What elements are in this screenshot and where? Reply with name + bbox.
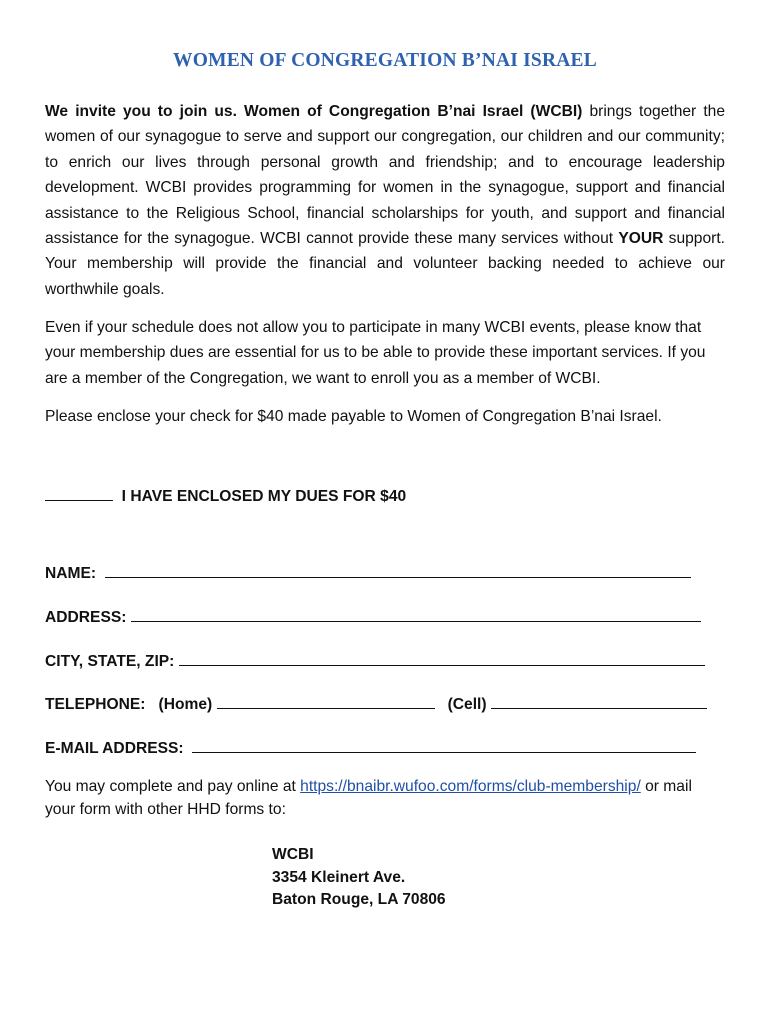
- address-row: [45, 605, 701, 627]
- intro-text-2: support. Your membership will provide the financial and volunteer backing needed to achieve our worthwhile goals.: [45, 230, 725, 298]
- online-text-before: You may complete and pay online at: [45, 778, 301, 795]
- mailing-address-name: WCBI: [272, 846, 314, 863]
- online-text-after: or mail your form with other HHD forms to:: [45, 778, 692, 818]
- city-state-zip-field[interactable]: [179, 649, 705, 666]
- mailing-address-city: Baton Rouge, LA 70806: [272, 891, 446, 908]
- cell-phone-field[interactable]: [491, 692, 707, 709]
- home-label: (Home): [158, 696, 213, 713]
- intro-paragraph: [45, 99, 725, 302]
- cell-label: (Cell): [447, 696, 487, 713]
- telephone-label: TELEPHONE:: [45, 696, 146, 713]
- address-label: ADDRESS:: [45, 609, 127, 626]
- dues-importance-paragraph: Even if your schedule does not allow you to participate in many WCBI events, please know that your membership dues are essential for us to be able to provide these important services. If you are a member of the Congregation, we want to enroll you as a member of WCBI.: [45, 319, 706, 387]
- dues-checkbox-row: [45, 484, 406, 506]
- name-field[interactable]: [105, 561, 691, 578]
- intro-your-emphasis: YOUR: [618, 230, 664, 248]
- city-label: CITY, STATE, ZIP:: [45, 653, 175, 670]
- name-label: NAME:: [45, 565, 97, 582]
- intro-text-1: brings together the women of our synagogue to serve and support our congregation, our children and our community; to enrich our lives through personal growth and friendship; and to encourage leadership development. WCBI provides programming for women in the synagogue, support and financial assistance to the Religious School, financial scholarships for youth, and support and financial assistance for the synagogue. WCBI cannot provide these many services without: [45, 103, 725, 248]
- intro-lead: We invite you to join us. Women of Congregation B’nai Israel (WCBI): [45, 103, 583, 120]
- membership-link[interactable]: https://bnaibr.wufoo.com/forms/club-membership/: [300, 778, 641, 795]
- check-instructions-paragraph: Please enclose your check for $40 made payable to Women of Congregation B’nai Israel.: [45, 408, 662, 425]
- mailing-address-street: 3354 Kleinert Ave.: [272, 868, 406, 886]
- address-field[interactable]: [131, 605, 701, 622]
- name-row: [45, 561, 691, 583]
- email-field[interactable]: [192, 736, 696, 753]
- telephone-row: [45, 692, 707, 714]
- dues-check-line[interactable]: [45, 484, 113, 501]
- city-row: [45, 649, 705, 671]
- page-title: WOMEN OF CONGREGATION B’NAI ISRAEL: [173, 50, 597, 71]
- online-instructions: [45, 776, 725, 821]
- email-row: [45, 736, 696, 758]
- dues-statement: I HAVE ENCLOSED MY DUES FOR $40: [121, 488, 407, 505]
- email-label: E-MAIL ADDRESS:: [45, 740, 184, 757]
- home-phone-field[interactable]: [217, 692, 435, 709]
- mailing-address: [272, 844, 446, 912]
